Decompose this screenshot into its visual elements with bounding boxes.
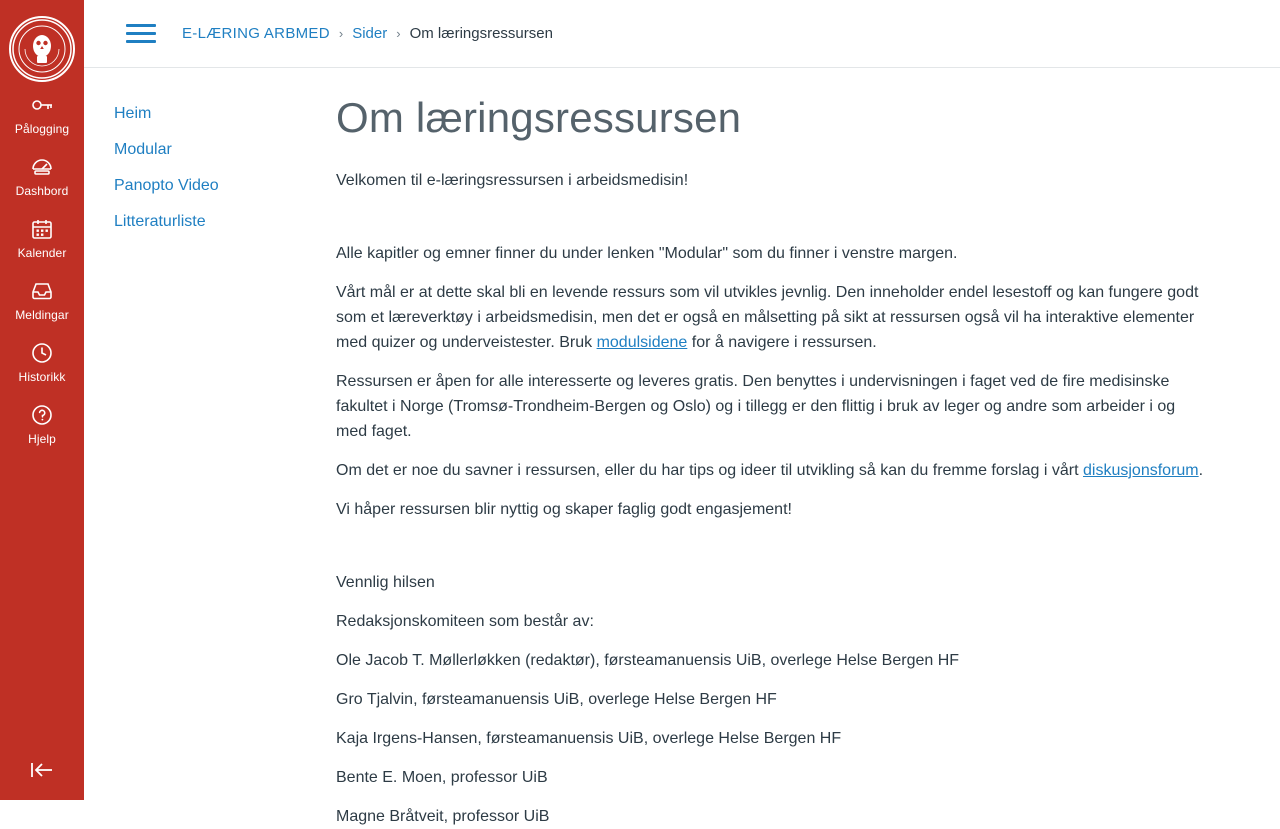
goal-paragraph (336, 280, 1210, 355)
inbox-icon (29, 278, 55, 304)
top-breadcrumb-bar (84, 0, 1280, 68)
course-nav-item-panopto-video[interactable]: Panopto Video (114, 177, 219, 194)
sidebar-item-label: Meldingar (15, 308, 69, 322)
content-row (84, 68, 1280, 825)
calendar-icon (29, 216, 55, 242)
breadcrumb-sider-link[interactable]: Sider (352, 25, 388, 42)
university-crest-logo[interactable] (9, 16, 75, 82)
breadcrumb-separator-icon: › (338, 26, 344, 41)
breadcrumb-current-page: Om læringsressursen (409, 25, 553, 42)
sidebar-item-dashbord[interactable] (0, 144, 84, 206)
sidebar-item-kalender[interactable] (0, 206, 84, 268)
committee-member: Kaja Irgens-Hansen, førsteamanuensis UiB, overlege Helse Bergen HF (336, 730, 842, 747)
question-circle-icon (29, 402, 55, 428)
hamburger-bar (126, 40, 156, 43)
breadcrumb-separator-icon: › (396, 26, 401, 41)
forum-text-part2: . (1198, 462, 1204, 479)
breadcrumb-course-link[interactable]: E-LÆRING ARBMED (182, 25, 330, 42)
sidebar-item-label: Historikk (18, 370, 66, 384)
key-icon (29, 92, 55, 118)
hope-paragraph: Vi håper ressursen blir nyttig og skaper faglig godt engasjement! (336, 501, 792, 518)
modulsidene-link[interactable]: modulsidene (596, 334, 688, 351)
sidebar-item-palogging[interactable] (0, 82, 84, 144)
breadcrumb (182, 25, 553, 42)
committee-member: Bente E. Moen, professor UiB (336, 769, 548, 786)
greeting-paragraph: Vennlig hilsen (336, 574, 435, 591)
sidebar-item-label: Dashbord (15, 184, 69, 198)
diskusjonsforum-link[interactable]: diskusjonsforum (1083, 462, 1199, 479)
goal-text-part2: for å navigere i ressursen. (687, 334, 877, 351)
openness-paragraph: Ressursen er åpen for alle interesserte og leveres gratis. Den benyttes i undervisningen i faget ved de fire medisinske fakultet i Norge (Tromsø-Trondheim-Bergen og Oslo) og i tillegg er den flittig i bruk av leger og andre som arbeider i og med faget. (336, 373, 1176, 440)
committee-intro-paragraph: Redaksjonskomiteen som består av: (336, 613, 594, 630)
goal-text-part1: Vårt mål er at dette skal bli en levende ressurs som vil utvikles jevnlig. Den inneholder endel lesestoff og kan fungere godt som et læreverktøy i arbeidsmedisin, men det er også en målsetting på sikt at ressursen også vil ha interaktive elementer med quizer og underveistester. Bruk (336, 284, 1199, 351)
sidebar-item-label: Kalender (17, 246, 67, 260)
main-region (84, 0, 1280, 825)
clock-icon (29, 340, 55, 366)
course-nav-item-heim[interactable]: Heim (114, 105, 152, 122)
forum-paragraph (336, 458, 1210, 483)
hamburger-bar (126, 32, 156, 35)
hamburger-menu-icon[interactable] (126, 22, 156, 46)
committee-member: Magne Bråtveit, professor UiB (336, 808, 550, 825)
collapse-arrow-icon (28, 759, 56, 786)
collapse-menu-button[interactable] (0, 759, 84, 800)
forum-text-part1: Om det er noe du savner i ressursen, eller du har tips og ideer til utvikling så kan du fremme forslag i vårt (336, 462, 1084, 479)
page-content (310, 68, 1280, 825)
hamburger-bar (126, 24, 156, 27)
intro-paragraph: Velkomen til e-læringsressursen i arbeidsmedisin! (336, 172, 689, 189)
committee-member: Gro Tjalvin, førsteamanuensis UiB, overlege Helse Bergen HF (336, 691, 777, 708)
sidebar-item-historikk[interactable] (0, 330, 84, 392)
course-nav-item-litteraturliste[interactable]: Litteraturliste (114, 213, 206, 230)
course-navigation (84, 68, 310, 800)
sidebar-item-hjelp[interactable] (0, 392, 84, 454)
sidebar-item-label: Pålogging (14, 122, 70, 136)
modular-hint-paragraph: Alle kapitler og emner finner du under lenken "Modular" som du finner i venstre margen. (336, 245, 958, 262)
committee-member: Ole Jacob T. Møllerløkken (redaktør), førsteamanuensis UiB, overlege Helse Bergen HF (336, 652, 960, 669)
page-title: Om læringsressursen (336, 94, 742, 141)
course-nav-item-modular[interactable]: Modular (114, 141, 172, 158)
sidebar-item-meldingar[interactable] (0, 268, 84, 330)
dashboard-icon (29, 154, 55, 180)
sidebar-item-label: Hjelp (28, 432, 56, 446)
global-navigation (0, 0, 84, 800)
